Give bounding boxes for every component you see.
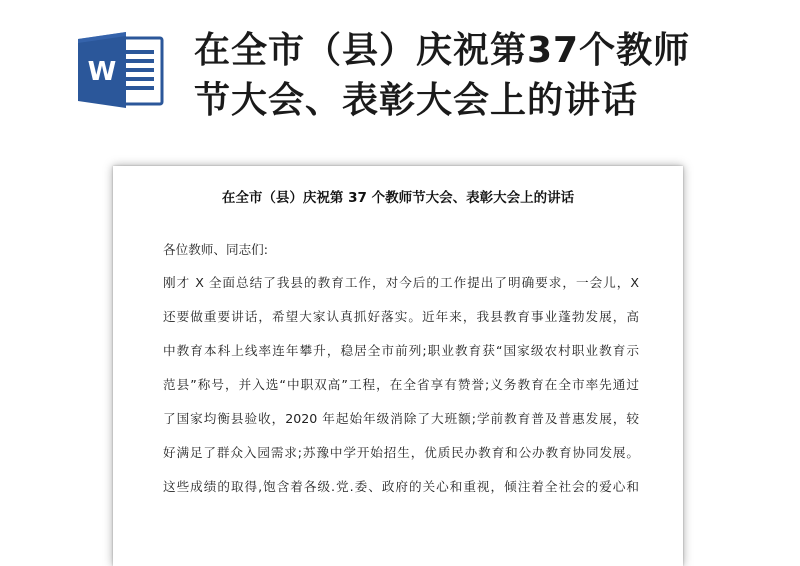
document-greeting: 各位教师、同志们: <box>163 242 268 257</box>
word-icon-letter: W <box>87 57 117 87</box>
document-title: 在全市（县）庆祝第 37 个教师节大会、表彰大会上的讲话 <box>221 190 575 206</box>
document-line: 中教育本科上线率连年攀升，稳居全市前列;职业教育获“国家级农村职业教育示 <box>163 343 639 358</box>
document-body <box>163 234 639 504</box>
document-line: 了国家均衡县验收，2020 年起始年级消除了大班额;学前教育普及普惠发展，较 <box>163 411 639 426</box>
document-line: 刚才 X 全面总结了我县的教育工作，对今后的工作提出了明确要求，一会儿，X <box>163 275 639 290</box>
page-title <box>194 26 734 126</box>
document-line: 范县”称号，并入选“中职双高”工程，在全省享有赞誉;义务教育在全市率先通过 <box>163 377 639 392</box>
document-page-preview <box>113 166 683 566</box>
document-line: 还要做重要讲话，希望大家认真抓好落实。近年来，我县教育事业蓬勃发展，高 <box>163 309 639 324</box>
document-line: 这些成绩的取得,饱含着各级.党.委、政府的关心和重视，倾注着全社会的爱心和 <box>163 479 639 494</box>
page-title-line-2: 节大会、表彰大会上的讲话 <box>194 80 639 121</box>
word-document-icon <box>76 30 166 110</box>
header <box>0 0 800 150</box>
document-line: 好满足了群众入园需求;苏豫中学开始招生，优质民办教育和公办教育协同发展。 <box>163 445 639 460</box>
page-title-line-1: 在全市（县）庆祝第37个教师 <box>194 30 691 71</box>
